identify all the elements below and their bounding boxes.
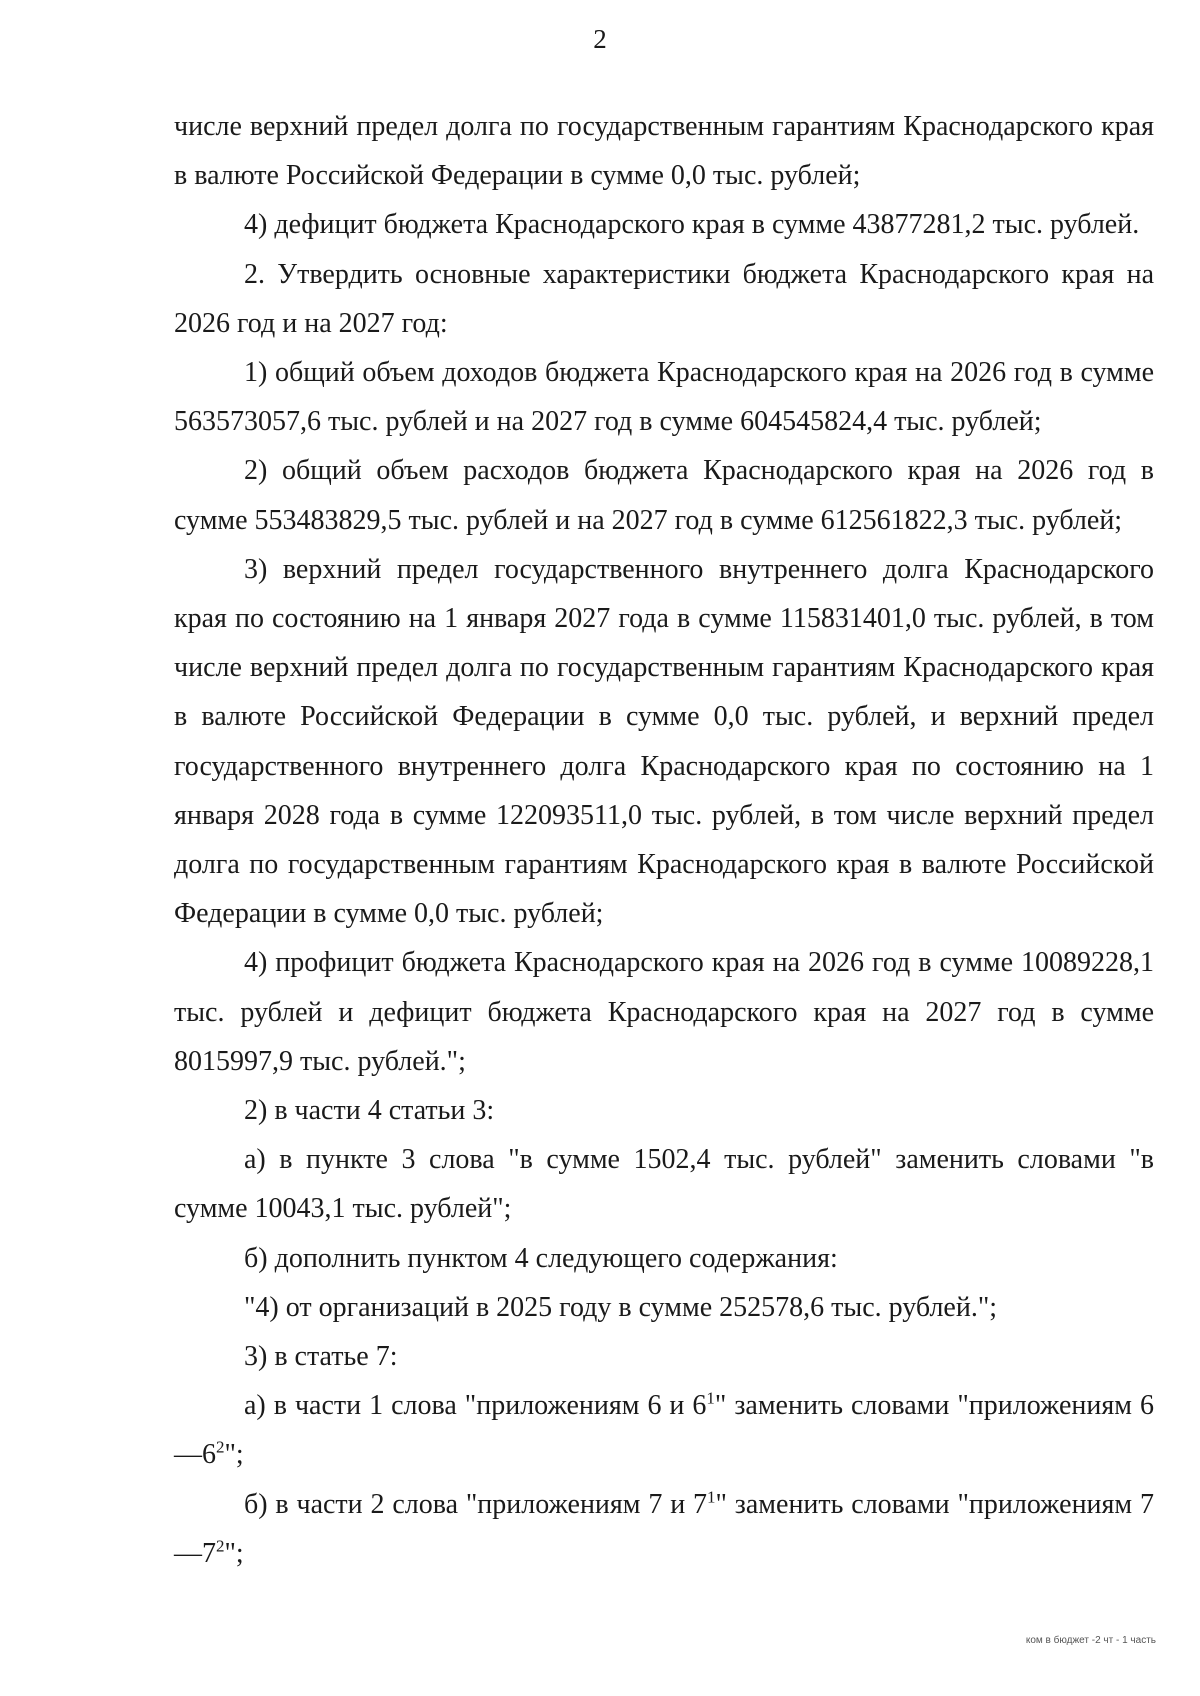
item-a-middle: " заменить словами "приложениям 6—6 (174, 1390, 1154, 1471)
item-b-suffix: "; (224, 1537, 244, 1569)
paragraph-debt-limit: 3) верхний предел государственного внутреннего долга Краснодарского края по состоянию на 1 января 2027 года в сумме 115831401,0 тыс. рублей, в том числе верхний предел долга по государственным гарантиям Краснодарского края в валюте Российской Федерации в сумме 0,0 тыс. рублей, и верхний предел государственного внутреннего долга Краснодарского края по состоянию на 1 января 2028 года в сумме 122093511,0 тыс. рублей, в том числе верхний предел долга по государственным гарантиям Краснодарского края в валюте Российской Федерации в сумме 0,0 тыс. рублей; (174, 553, 1154, 930)
item-a-superscript-1: 1 (706, 1388, 715, 1408)
item-b-superscript-2: 2 (216, 1536, 225, 1556)
paragraph-expenses-2026-2027: 2) общий объем расходов бюджета Краснодарского края на 2026 год в сумме 553483829,5 тыс. рублей и на 2027 год в сумме 612561822,3 тыс. рублей; (174, 455, 1154, 536)
paragraph-point-4-text: "4) от организаций в 2025 году в сумме 252578,6 тыс. рублей."; (244, 1291, 998, 1323)
paragraph-continuation: числе верхний предел долга по государственным гарантиям Краснодарского края в валюте Российской Федерации в сумме 0,0 тыс. рублей; (174, 111, 1154, 192)
paragraph-revenue-2026-2027: 1) общий объем доходов бюджета Краснодарского края на 2026 год в сумме 563573057,6 тыс. рублей и на 2027 год в сумме 604545824,4 тыс. рублей; (174, 357, 1154, 438)
paragraph-article-7-item-b (174, 1480, 1154, 1578)
paragraph-article-7-item-a (174, 1381, 1154, 1479)
item-a-superscript-2: 2 (216, 1438, 225, 1458)
paragraph-deficit-2025: 4) дефицит бюджета Краснодарского края в сумме 43877281,2 тыс. рублей. (244, 209, 1140, 241)
item-a-prefix: а) в части 1 слова "приложениям 6 и 6 (244, 1390, 707, 1422)
item-b-superscript-1: 1 (707, 1487, 716, 1507)
item-b-prefix: б) в части 2 слова "приложениям 7 и 7 (244, 1488, 708, 1520)
page-number: 2 (593, 24, 607, 54)
paragraph-item-a-point-3: а) в пункте 3 слова "в сумме 1502,4 тыс. рублей" заменить словами "в сумме 10043,1 тыс. рублей"; (174, 1144, 1154, 1225)
paragraph-article-7: 3) в статье 7: (244, 1341, 398, 1373)
paragraph-surplus-deficit: 4) профицит бюджета Краснодарского края на 2026 год в сумме 10089228,1 тыс. рублей и дефицит бюджета Краснодарского края на 2027 год в сумме 8015997,9 тыс. рублей."; (174, 947, 1154, 1077)
paragraph-item-2-heading: 2. Утвердить основные характеристики бюджета Краснодарского края на 2026 год и на 2027 год: (174, 258, 1154, 339)
item-b-middle: " заменить словами "приложениям 7—7 (174, 1488, 1154, 1569)
paragraph-article-3-part-4: 2) в части 4 статьи 3: (244, 1095, 495, 1127)
paragraph-item-b-add-point-4: б) дополнить пунктом 4 следующего содержания: (244, 1242, 838, 1274)
document-body (174, 102, 1154, 1578)
footer-document-code: ком в бюджет -2 чт - 1 часть (1025, 1635, 1156, 1646)
item-a-suffix: "; (224, 1439, 244, 1471)
